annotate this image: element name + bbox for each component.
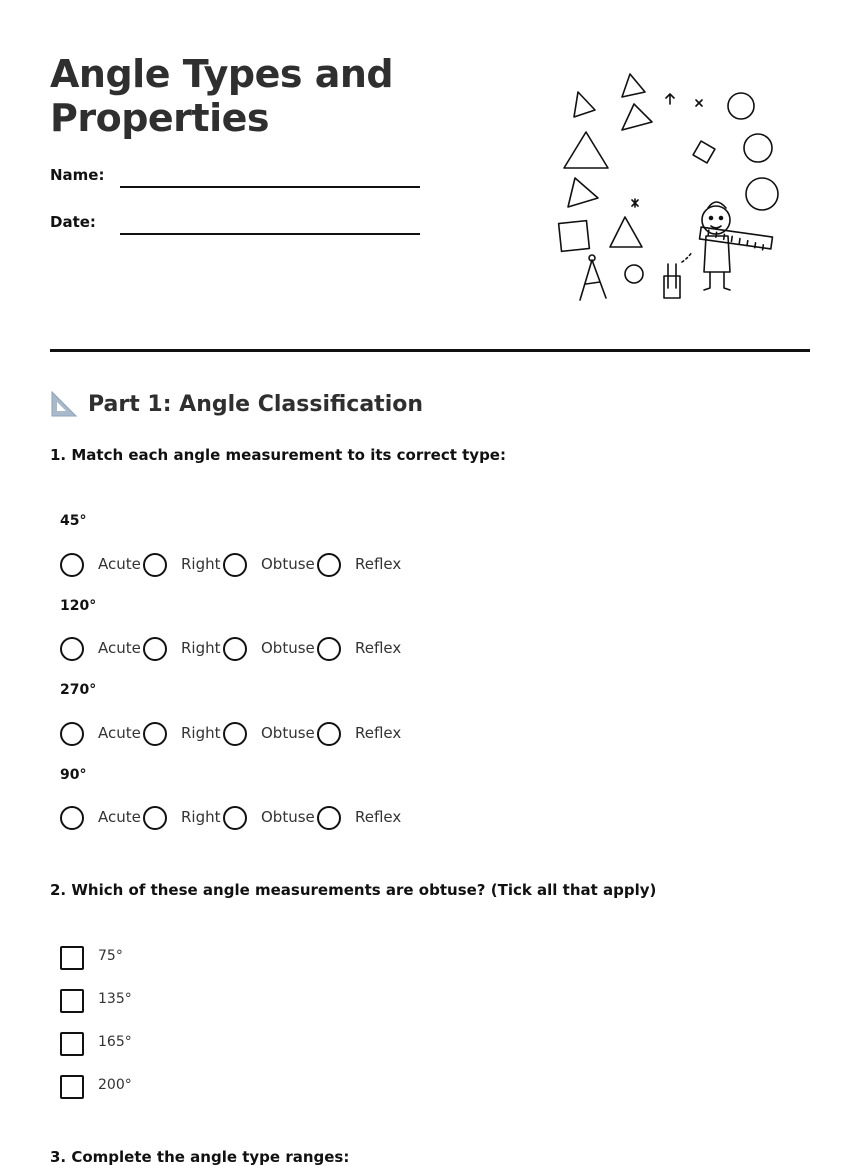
checkbox[interactable]	[60, 1075, 84, 1099]
angle-measurement-label: 90°	[60, 767, 87, 783]
radio-circle[interactable]	[223, 722, 247, 746]
radio-circle[interactable]	[317, 637, 341, 661]
radio-circle[interactable]	[60, 637, 84, 661]
radio-circle[interactable]	[223, 637, 247, 661]
radio-option-label: Acute	[98, 555, 141, 573]
radio-circle[interactable]	[60, 722, 84, 746]
question-2-prompt: 2. Which of these angle measurements are obtuse? (Tick all that apply)	[50, 881, 657, 899]
question-1-prompt: 1. Match each angle measurement to its correct type:	[50, 446, 506, 464]
radio-circle[interactable]	[143, 637, 167, 661]
radio-circle[interactable]	[143, 806, 167, 830]
radio-circle[interactable]	[60, 806, 84, 830]
radio-option-label: Reflex	[355, 639, 402, 657]
radio-option-label: Right	[181, 555, 221, 573]
radio-circle[interactable]	[317, 806, 341, 830]
angle-measurement-label: 120°	[60, 598, 97, 614]
worksheet-title	[50, 52, 393, 140]
radio-option-label: Reflex	[355, 724, 402, 742]
radio-circle[interactable]	[317, 553, 341, 577]
question-3-prompt: 3. Complete the angle type ranges:	[50, 1148, 350, 1166]
radio-option-label: Right	[181, 639, 221, 657]
radio-circle[interactable]	[60, 553, 84, 577]
radio-circle[interactable]	[223, 806, 247, 830]
radio-circle[interactable]	[317, 722, 341, 746]
radio-option-label: Right	[181, 808, 221, 826]
part1-title: Part 1: Angle Classification	[88, 391, 424, 417]
title-line-2: Properties	[50, 96, 269, 140]
name-label: Name:	[50, 166, 105, 184]
checkbox[interactable]	[60, 1032, 84, 1056]
part1-heading	[50, 388, 423, 420]
checkbox[interactable]	[60, 989, 84, 1013]
radio-option-label: Obtuse	[261, 639, 315, 657]
angle-measurement-label: 45°	[60, 513, 87, 529]
angle-measurement-label: 270°	[60, 682, 97, 698]
radio-option-label: Obtuse	[261, 808, 315, 826]
radio-option-label: Obtuse	[261, 724, 315, 742]
radio-option-label: Reflex	[355, 555, 402, 573]
name-field[interactable]	[120, 186, 420, 188]
date-field[interactable]	[120, 233, 420, 235]
radio-circle[interactable]	[143, 553, 167, 577]
checkbox-label: 135°	[98, 991, 132, 1007]
date-label: Date:	[50, 213, 96, 231]
title-line-1: Angle Types and	[50, 52, 394, 96]
radio-option-label: Acute	[98, 724, 141, 742]
set-square-icon	[50, 390, 78, 418]
radio-option-label: Right	[181, 724, 221, 742]
checkbox-label: 75°	[98, 948, 123, 964]
checkbox-label: 165°	[98, 1034, 132, 1050]
checkbox[interactable]	[60, 946, 84, 970]
header-divider	[50, 349, 810, 352]
geometry-kid-illustration	[550, 62, 790, 312]
radio-option-label: Acute	[98, 639, 141, 657]
radio-circle[interactable]	[143, 722, 167, 746]
radio-option-label: Reflex	[355, 808, 402, 826]
checkbox-label: 200°	[98, 1077, 132, 1093]
radio-option-label: Obtuse	[261, 555, 315, 573]
radio-circle[interactable]	[223, 553, 247, 577]
radio-option-label: Acute	[98, 808, 141, 826]
